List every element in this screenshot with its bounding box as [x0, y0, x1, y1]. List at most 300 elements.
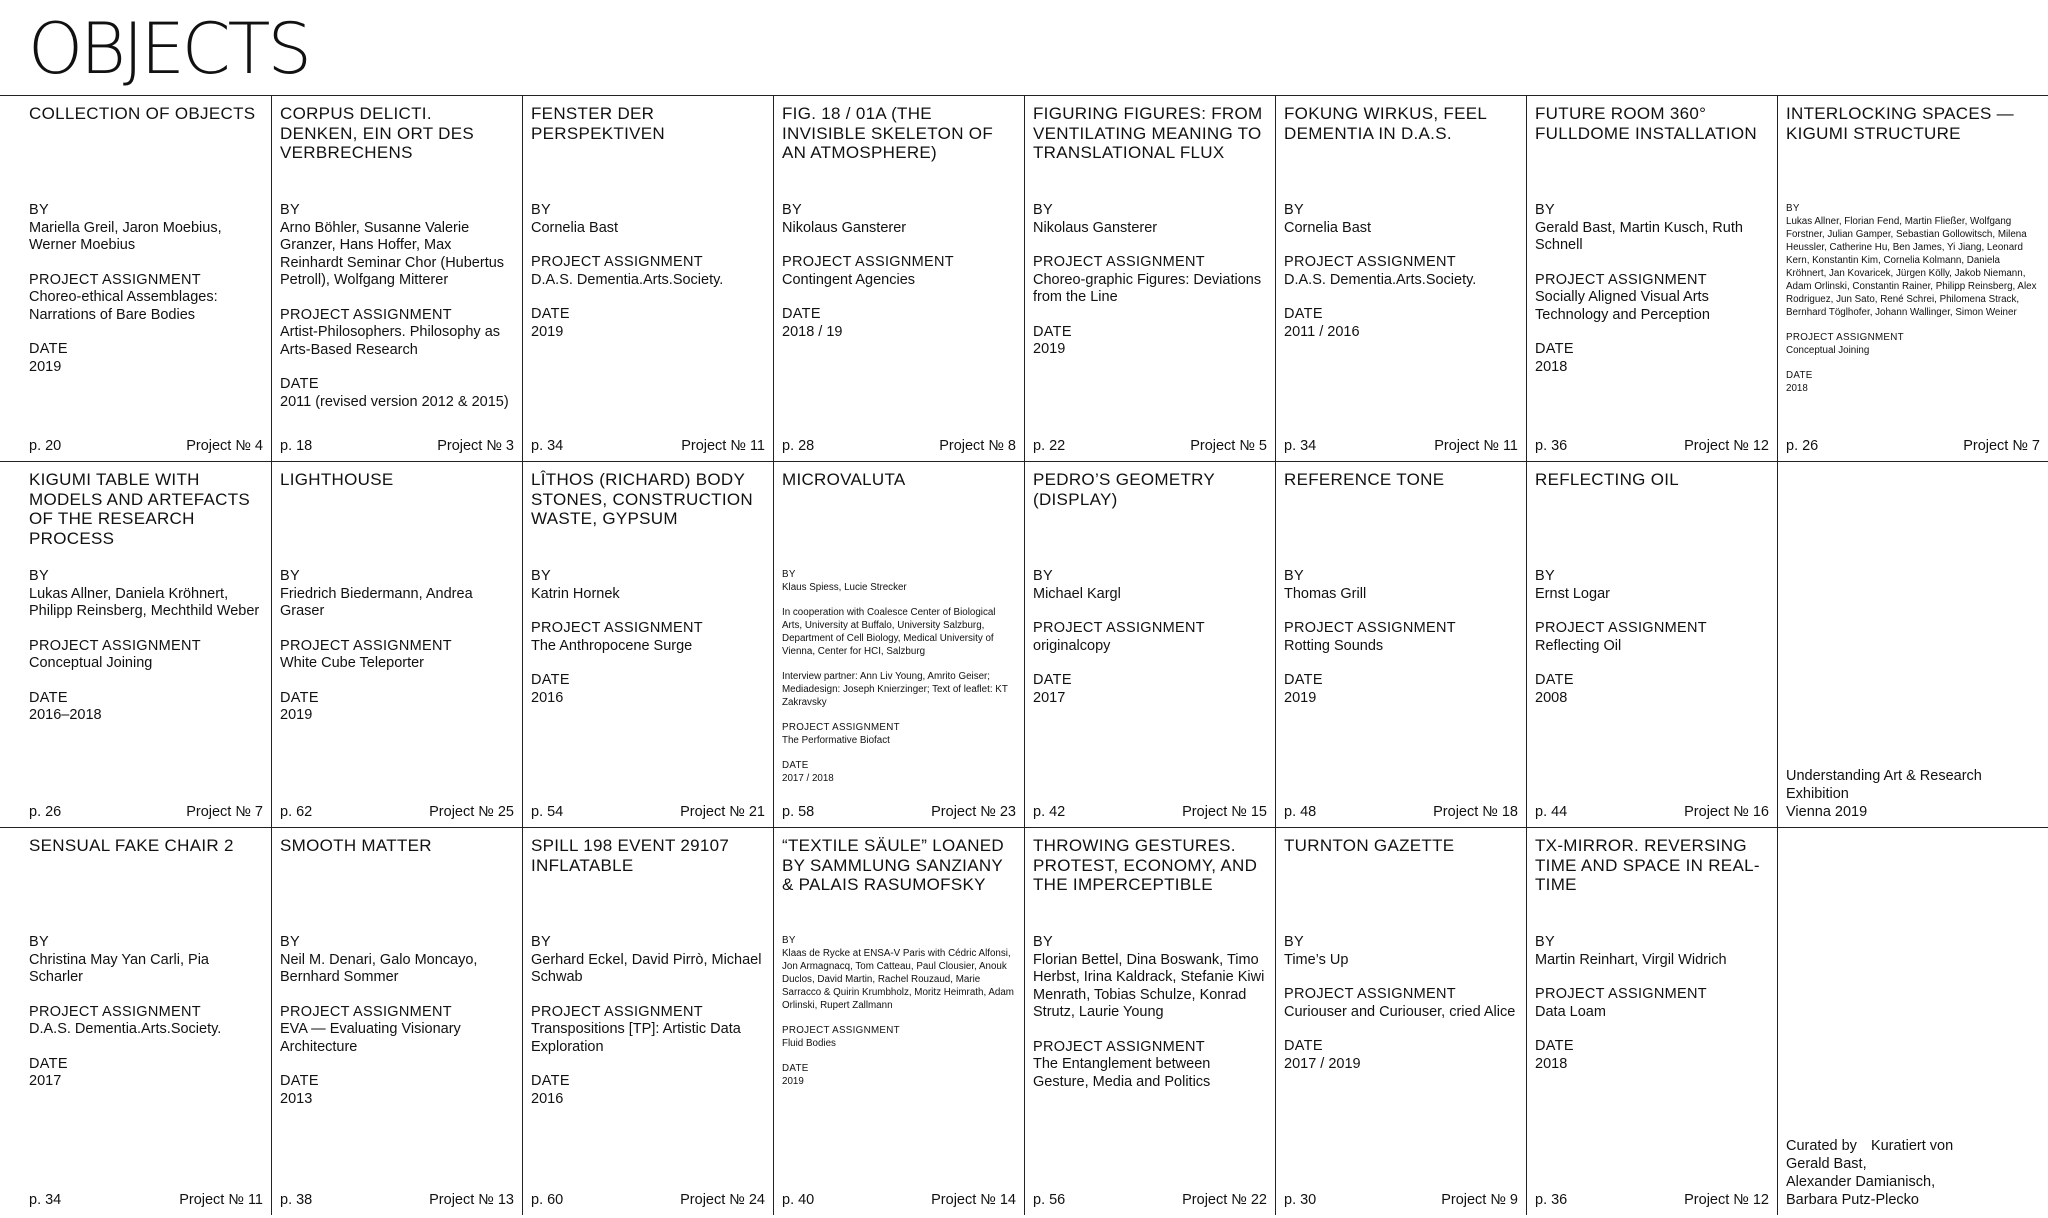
- object-meta: [1535, 568, 1769, 707]
- object-meta: [1284, 934, 1518, 1073]
- credits-label: BY: [1535, 934, 1555, 950]
- interview-note: [782, 670, 1016, 709]
- object-entry: [272, 828, 523, 1215]
- date: [1535, 672, 1769, 707]
- date: [1284, 672, 1518, 707]
- object-title: MICROVALUTA: [782, 470, 906, 489]
- project-assignment-label: PROJECT ASSIGNMENT: [29, 271, 201, 288]
- date-label: DATE: [1535, 672, 1574, 688]
- project-assignment-value: Curiouser and Curiouser, cried Alice: [1284, 1003, 1516, 1020]
- object-entry: [523, 96, 774, 461]
- date-label: DATE: [782, 1063, 809, 1074]
- project-assignment-value: Fluid Bodies: [782, 1038, 836, 1049]
- page-ref: p. 22: [1033, 438, 1066, 454]
- cooperation-note-value: In cooperation with Coalesce Center of Biological Arts, University at Buffalo, University Salzburg, Department of Cell Biology, Medical University of Vienna, Center for HCI, Salzburg: [782, 607, 996, 657]
- page-ref: p. 62: [280, 804, 313, 820]
- object-meta: [280, 934, 514, 1108]
- page-ref: p. 36: [1535, 438, 1568, 454]
- date: [1284, 1038, 1518, 1073]
- date: [1786, 369, 2040, 395]
- project-assignment-value: Conceptual Joining: [29, 655, 153, 671]
- date: [29, 690, 263, 725]
- date-value: 2016: [531, 1090, 564, 1107]
- credits: [1284, 934, 1518, 969]
- object-meta: [782, 934, 1016, 1088]
- project-assignment: [531, 1004, 765, 1057]
- object-title: THROWING GESTURES. PROTEST, ECONOMY, AND THE IMPERCEPTIBLE: [1033, 836, 1258, 894]
- note-line: Vienna 2019: [1786, 804, 1868, 820]
- project-assignment: [1535, 620, 1769, 655]
- date-value: 2019: [1033, 341, 1066, 357]
- date-label: DATE: [280, 376, 319, 392]
- date: [1535, 341, 1769, 376]
- credits-value: Martin Reinhart, Virgil Widrich: [1535, 951, 1727, 968]
- project-assignment-value: originalcopy: [1033, 637, 1111, 654]
- object-entry: [523, 462, 774, 827]
- project-assignment-value: D.A.S. Dementia.Arts.Society.: [29, 1021, 222, 1037]
- grid-row: [0, 96, 2048, 462]
- credits: [1033, 934, 1267, 1022]
- object-meta: [531, 568, 765, 707]
- date-label: DATE: [1786, 370, 1813, 381]
- project-assignment-value: Choreo-ethical Assemblages: Narrations of Bare Bodies: [29, 289, 218, 323]
- object-meta: [531, 202, 765, 341]
- object-entry: [1025, 462, 1276, 827]
- object-footer: [280, 438, 514, 455]
- date-label: DATE: [1535, 341, 1574, 357]
- credits-value: Arno Böhler, Susanne Valerie Granzer, Hans Hoffer, Max Reinhardt Seminar Chor (Hubertus Petroll), Wolfgang Mitterer: [280, 219, 505, 288]
- project-assignment-value: Socially Aligned Visual Arts Technology and Perception: [1535, 289, 1710, 323]
- credits-value: Michael Kargl: [1033, 585, 1121, 602]
- page-ref: p. 26: [29, 804, 62, 820]
- project-assignment: [280, 638, 514, 673]
- date-value: 2016–2018: [29, 707, 102, 723]
- note-line: Gerald Bast,: [1786, 1156, 1867, 1172]
- page-ref: p. 48: [1284, 804, 1317, 820]
- project-assignment-value: The Anthropocene Surge: [531, 637, 693, 654]
- date-label: DATE: [531, 1073, 570, 1089]
- date: [1284, 306, 1518, 341]
- date: [29, 341, 263, 376]
- page-ref: p. 30: [1284, 1192, 1317, 1208]
- credits-value: Ernst Logar: [1535, 585, 1610, 602]
- object-footer: [1284, 438, 1518, 455]
- credits-value: Klaas de Rycke at ENSA-V Paris with Cédric Alfonsi, Jon Armagnacq, Tom Catteau, Paul Clousier, Anouk Duclos, David Martin, Rachel Rouzaud, Marie Sarracco & Quirin Krumbholz, Moritz Heimrath, Adam Orlinski, Rupert Zallmann: [782, 948, 1014, 1011]
- project-assignment: [1284, 620, 1518, 655]
- project-assignment: [280, 1004, 514, 1057]
- project-assignment-value: Choreo-graphic Figures: Deviations from the Line: [1033, 271, 1262, 305]
- date-label: DATE: [29, 1055, 68, 1072]
- date-value: 2019: [531, 323, 564, 340]
- project-assignment-label: PROJECT ASSIGNMENT: [531, 254, 703, 270]
- project-number: Project № 21: [680, 804, 765, 820]
- grid-row: [0, 462, 2048, 828]
- interview-note-value: Interview partner: Ann Liv Young, Amrito Geiser; Mediadesign: Joseph Knierzinger; Text of leaflet: KT Zakravsky: [782, 671, 1008, 708]
- page-title: OBJECTS: [28, 8, 309, 90]
- project-assignment-label: PROJECT ASSIGNMENT: [782, 722, 900, 733]
- project-assignment-value: Data Loam: [1535, 1003, 1606, 1020]
- object-title: FUTURE ROOM 360° FULLDOME INSTALLATION: [1535, 104, 1757, 143]
- project-assignment-label: PROJECT ASSIGNMENT: [1535, 986, 1707, 1002]
- project-assignment-value: Conceptual Joining: [1786, 345, 1870, 356]
- credits-label: BY: [782, 569, 796, 580]
- object-entry: [774, 462, 1025, 827]
- page-ref: p. 38: [280, 1192, 313, 1208]
- object-entry: [1276, 462, 1527, 827]
- project-assignment-value: Artist-Philosophers. Philosophy as Arts-Based Research: [280, 324, 501, 358]
- project-assignment-label: PROJECT ASSIGNMENT: [1033, 1038, 1205, 1055]
- date-label: DATE: [531, 306, 570, 322]
- project-number: Project № 8: [939, 438, 1016, 454]
- credits-label: BY: [280, 202, 300, 218]
- credits-value: Friedrich Biedermann, Andrea Graser: [280, 585, 473, 619]
- object-title: LIGHTHOUSE: [280, 470, 394, 489]
- object-entry: [272, 96, 523, 461]
- exhibition-note: [1786, 767, 1982, 821]
- credits-label: BY: [280, 934, 300, 950]
- project-assignment: [280, 307, 514, 360]
- object-footer: [531, 804, 765, 821]
- credits-value: Gerhard Eckel, David Pirrò, Michael Schwab: [531, 951, 762, 985]
- date: [531, 672, 765, 707]
- date-label: DATE: [280, 689, 319, 706]
- object-entry: [523, 828, 774, 1215]
- object-entry: [774, 96, 1025, 461]
- project-number: Project № 11: [681, 438, 765, 454]
- project-assignment-label: PROJECT ASSIGNMENT: [531, 1003, 703, 1020]
- credits: [1535, 934, 1769, 969]
- project-number: Project № 7: [186, 804, 263, 820]
- object-entry: [1025, 828, 1276, 1215]
- credits: [29, 934, 263, 987]
- credits-value: Time’s Up: [1284, 951, 1349, 968]
- object-entry: [0, 462, 272, 827]
- object-title: FOKUNG WIRKUS, FEEL DEMENTIA IN D.A.S.: [1284, 104, 1487, 143]
- object-meta: [1284, 568, 1518, 707]
- object-title: REFERENCE TONE: [1284, 470, 1445, 489]
- credits: [1033, 568, 1267, 603]
- object-meta: [1284, 202, 1518, 341]
- project-number: Project № 14: [931, 1192, 1016, 1208]
- object-entry: [1778, 96, 2048, 461]
- date-value: 2019: [29, 358, 62, 375]
- credits-value: Florian Bettel, Dina Boswank, Timo Herbst, Irina Kaldrack, Stefanie Kiwi Menrath, Tobias Schulze, Konrad Strutz, Laurie Young: [1033, 951, 1265, 1020]
- date: [280, 376, 514, 411]
- object-footer: [1786, 438, 2040, 455]
- credits-value: Lukas Allner, Florian Fend, Martin Fließer, Wolfgang Forstner, Julian Gamper, Sebastian Gollowitsch, Milena Heussler, Catherine Hu, Ben James, Yi Jiang, Leonard Kern, Konstantin Kim, Cornelia Kolmann, Daniela Kröhnert, Jan Kovaricek, Jürgen Kölly, Jakob Niemann, Adam Orlinski, Constantin Rainer, Philipp Reinsberg, Alex Rodriguez, Jun Sato, René Schrei, Philomena Strack, Bernhard Töglhofer, Johann Wallinger, Simon Weiner: [1786, 216, 2037, 318]
- note-line: Barbara Putz-Plecko: [1786, 1192, 1919, 1208]
- project-assignment-value: The Performative Biofact: [782, 735, 890, 746]
- object-title: FIGURING FIGURES: FROM VENTILATING MEANING TO TRANSLATIONAL FLUX: [1033, 104, 1263, 162]
- date-value: 2008: [1535, 689, 1568, 706]
- date-label: DATE: [1284, 306, 1323, 322]
- project-assignment-label: PROJECT ASSIGNMENT: [1284, 986, 1456, 1002]
- project-assignment: [1786, 331, 2040, 357]
- date-label: DATE: [531, 672, 570, 688]
- credits-value: Thomas Grill: [1284, 585, 1367, 602]
- project-number: Project № 9: [1441, 1192, 1518, 1208]
- credits-label: BY: [531, 568, 551, 584]
- page-ref: p. 42: [1033, 804, 1066, 820]
- project-assignment-label: PROJECT ASSIGNMENT: [1284, 620, 1456, 636]
- date-value: 2011 (revised version 2012 & 2015): [280, 393, 509, 410]
- object-footer: [1033, 438, 1267, 455]
- object-entry: [1025, 96, 1276, 461]
- credits-label: BY: [1284, 202, 1304, 218]
- date-value: 2019: [782, 1076, 804, 1087]
- project-number: Project № 22: [1182, 1192, 1267, 1208]
- date: [531, 1073, 765, 1108]
- project-number: Project № 18: [1433, 804, 1518, 820]
- object-title: REFLECTING OIL: [1535, 470, 1680, 489]
- project-number: Project № 25: [429, 804, 514, 820]
- date-value: 2018: [1786, 383, 1808, 394]
- page-ref: p. 34: [531, 438, 564, 454]
- project-assignment: [1033, 254, 1267, 307]
- project-assignment: [1284, 254, 1518, 289]
- object-title: TURNTON GAZETTE: [1284, 836, 1455, 855]
- date: [280, 1073, 514, 1108]
- object-entry: [0, 96, 272, 461]
- date-label: DATE: [782, 306, 821, 322]
- project-assignment-label: PROJECT ASSIGNMENT: [782, 1025, 900, 1036]
- curated-by-label: Curated by: [1786, 1138, 1857, 1154]
- page-ref: p. 18: [280, 438, 313, 454]
- object-footer: [531, 1192, 765, 1209]
- date: [280, 690, 514, 725]
- credits: [280, 202, 514, 290]
- date: [782, 759, 1016, 785]
- credits: [29, 568, 263, 621]
- object-footer: [280, 1192, 514, 1209]
- credits-label: BY: [280, 568, 300, 584]
- page-ref: p. 36: [1535, 1192, 1568, 1208]
- curators-note: [1786, 1137, 1953, 1209]
- project-assignment-value: D.A.S. Dementia.Arts.Society.: [1284, 271, 1477, 288]
- object-title: FENSTER DER PERSPEKTIVEN: [531, 104, 665, 143]
- date-value: 2017 / 2018: [782, 773, 834, 784]
- project-number: Project № 16: [1684, 804, 1769, 820]
- object-title: FIG. 18 / 01A (THE INVISIBLE SKELETON OF AN ATMOSPHERE): [782, 104, 993, 162]
- date-value: 2018: [1535, 358, 1568, 375]
- date-label: DATE: [1284, 1038, 1323, 1054]
- project-number: Project № 24: [680, 1192, 765, 1208]
- project-number: Project № 4: [186, 438, 263, 454]
- page-ref: p. 26: [1786, 438, 1819, 454]
- credits: [1786, 202, 2040, 319]
- project-assignment-label: PROJECT ASSIGNMENT: [280, 306, 452, 323]
- credits-label: BY: [1284, 934, 1304, 950]
- object-footer: [29, 1192, 263, 1209]
- credits-value: Nikolaus Gansterer: [782, 219, 907, 236]
- object-title: SPILL 198 EVENT 29107 INFLATABLE: [531, 836, 730, 875]
- project-assignment-value: Contingent Agencies: [782, 271, 916, 288]
- page-ref: p. 20: [29, 438, 62, 454]
- project-assignment: [1535, 272, 1769, 325]
- object-entry: [0, 828, 272, 1215]
- page-ref: p. 60: [531, 1192, 564, 1208]
- object-title: COLLECTION OF OBJECTS: [29, 104, 256, 123]
- date-label: DATE: [782, 760, 809, 771]
- project-assignment-label: PROJECT ASSIGNMENT: [1535, 620, 1707, 636]
- project-assignment-label: PROJECT ASSIGNMENT: [1786, 332, 1904, 343]
- object-meta: [1535, 202, 1769, 376]
- date-value: 2019: [1284, 689, 1317, 706]
- date-value: 2011 / 2016: [1284, 323, 1360, 340]
- project-assignment: [782, 721, 1016, 747]
- date-label: DATE: [280, 1073, 319, 1089]
- kuratiert-von-label: Kuratiert von: [1870, 1138, 1954, 1154]
- object-footer: [1535, 438, 1769, 455]
- object-entry: [1778, 828, 2048, 1215]
- project-assignment: [531, 620, 765, 655]
- credits-label: BY: [1033, 202, 1053, 218]
- object-footer: [29, 804, 263, 821]
- project-assignment: [29, 638, 263, 673]
- object-meta: [29, 568, 263, 725]
- project-assignment: [1535, 986, 1769, 1021]
- credits-label: BY: [531, 202, 551, 218]
- object-meta: [1033, 568, 1267, 707]
- object-entry: [1527, 96, 1778, 461]
- object-title: PEDRO’S GEOMETRY (DISPLAY): [1033, 470, 1215, 509]
- object-entry: [272, 462, 523, 827]
- note-line: Exhibition: [1786, 786, 1849, 802]
- credits-label: BY: [29, 934, 49, 950]
- project-number: Project № 12: [1684, 438, 1769, 454]
- credits-label: BY: [1033, 934, 1053, 950]
- credits: [531, 202, 765, 237]
- credits: [782, 202, 1016, 237]
- date-value: 2018: [1535, 1055, 1568, 1072]
- project-assignment-label: PROJECT ASSIGNMENT: [1535, 271, 1707, 288]
- object-title: SENSUAL FAKE CHAIR 2: [29, 836, 234, 855]
- credits: [782, 934, 1016, 1012]
- project-assignment-label: PROJECT ASSIGNMENT: [29, 1003, 201, 1020]
- project-assignment-label: PROJECT ASSIGNMENT: [1033, 254, 1205, 270]
- date-value: 2016: [531, 689, 564, 706]
- credits: [782, 568, 1016, 594]
- object-footer: [782, 438, 1016, 455]
- object-meta: [29, 934, 263, 1091]
- object-entry: [1527, 462, 1778, 827]
- credits-label: BY: [29, 202, 49, 218]
- object-title: TX-MIRROR. REVERSING TIME AND SPACE IN REAL-TIME: [1535, 836, 1760, 894]
- page-ref: p. 54: [531, 804, 564, 820]
- object-footer: [29, 438, 263, 455]
- object-footer: [1033, 1192, 1267, 1209]
- project-assignment-label: PROJECT ASSIGNMENT: [29, 637, 201, 654]
- objects-grid: [0, 95, 2048, 1215]
- date-value: 2017: [1033, 689, 1066, 706]
- date-value: 2017: [29, 1073, 62, 1089]
- project-assignment-value: D.A.S. Dementia.Arts.Society.: [531, 271, 724, 288]
- object-title: CORPUS DELICTI. DENKEN, EIN ORT DES VERBRECHENS: [280, 104, 475, 162]
- object-meta: [1786, 202, 2040, 395]
- object-footer: [1535, 804, 1769, 821]
- date-label: DATE: [1284, 672, 1323, 688]
- object-title: SMOOTH MATTER: [280, 836, 432, 855]
- project-number: Project № 11: [1434, 438, 1518, 454]
- project-assignment-label: PROJECT ASSIGNMENT: [531, 620, 703, 636]
- date-label: DATE: [29, 341, 68, 357]
- credits-label: BY: [782, 935, 796, 946]
- object-footer: [782, 804, 1016, 821]
- date: [531, 306, 765, 341]
- project-number: Project № 5: [1190, 438, 1267, 454]
- object-meta: [782, 568, 1016, 785]
- page-ref: p. 56: [1033, 1192, 1066, 1208]
- project-number: Project № 23: [931, 804, 1016, 820]
- credits-label: BY: [1284, 568, 1304, 584]
- credits: [29, 202, 263, 255]
- date-value: 2013: [280, 1090, 313, 1107]
- date: [1033, 324, 1267, 359]
- credits: [280, 934, 514, 987]
- date-label: DATE: [1535, 1038, 1574, 1054]
- object-title: LÎTHOS (RICHARD) BODY STONES, CONSTRUCTION WASTE, GYPSUM: [531, 470, 753, 528]
- object-entry: [1778, 462, 2048, 827]
- project-assignment: [29, 1004, 263, 1039]
- object-title: “TEXTILE SÄULE” LOANED BY SAMMLUNG SANZIANY & PALAIS RASUMOFSKY: [782, 836, 1004, 894]
- credits-value: Cornelia Bast: [531, 219, 619, 236]
- object-meta: [782, 202, 1016, 341]
- date-label: DATE: [29, 689, 68, 706]
- object-meta: [1535, 934, 1769, 1073]
- note-line: Understanding Art & Research: [1786, 768, 1982, 784]
- project-assignment-label: PROJECT ASSIGNMENT: [782, 254, 954, 270]
- project-assignment-value: EVA — Evaluating Visionary Architecture: [280, 1021, 461, 1055]
- project-number: Project № 15: [1182, 804, 1267, 820]
- project-assignment-label: PROJECT ASSIGNMENT: [280, 637, 452, 654]
- project-assignment-label: PROJECT ASSIGNMENT: [1033, 620, 1205, 636]
- date: [782, 306, 1016, 341]
- date-value: 2017 / 2019: [1284, 1055, 1361, 1072]
- project-assignment: [1033, 620, 1267, 655]
- credits-value: Gerald Bast, Martin Kusch, Ruth Schnell: [1535, 219, 1743, 253]
- credits-value: Katrin Hornek: [531, 585, 620, 602]
- credits-label: BY: [1535, 568, 1555, 584]
- page-ref: p. 44: [1535, 804, 1568, 820]
- credits-value: Neil M. Denari, Galo Moncayo, Bernhard Sommer: [280, 951, 478, 985]
- note-line: Alexander Damianisch,: [1786, 1174, 1936, 1190]
- object-meta: [1033, 934, 1267, 1091]
- object-entry: [1527, 828, 1778, 1215]
- project-assignment: [1284, 986, 1518, 1021]
- date-label: DATE: [1033, 672, 1072, 688]
- credits-label: BY: [1535, 202, 1555, 218]
- object-meta: [531, 934, 765, 1108]
- project-assignment-value: Reflecting Oil: [1535, 637, 1622, 654]
- object-entry: [1276, 828, 1527, 1215]
- credits-label: BY: [1033, 568, 1053, 584]
- page-ref: p. 58: [782, 804, 815, 820]
- project-number: Project № 7: [1963, 438, 2040, 454]
- credits-label: BY: [29, 568, 49, 584]
- project-number: Project № 11: [179, 1192, 263, 1208]
- project-assignment-value: White Cube Teleporter: [280, 655, 425, 671]
- object-footer: [280, 804, 514, 821]
- object-entry: [1276, 96, 1527, 461]
- curators-roles: [1786, 1137, 1953, 1155]
- object-meta: [29, 202, 263, 376]
- credits-value: Lukas Allner, Daniela Kröhnert, Philipp Reinsberg, Mechthild Weber: [29, 585, 260, 619]
- project-assignment: [782, 1024, 1016, 1050]
- object-footer: [1535, 1192, 1769, 1209]
- date: [1535, 1038, 1769, 1073]
- project-number: Project № 12: [1684, 1192, 1769, 1208]
- date: [29, 1056, 263, 1091]
